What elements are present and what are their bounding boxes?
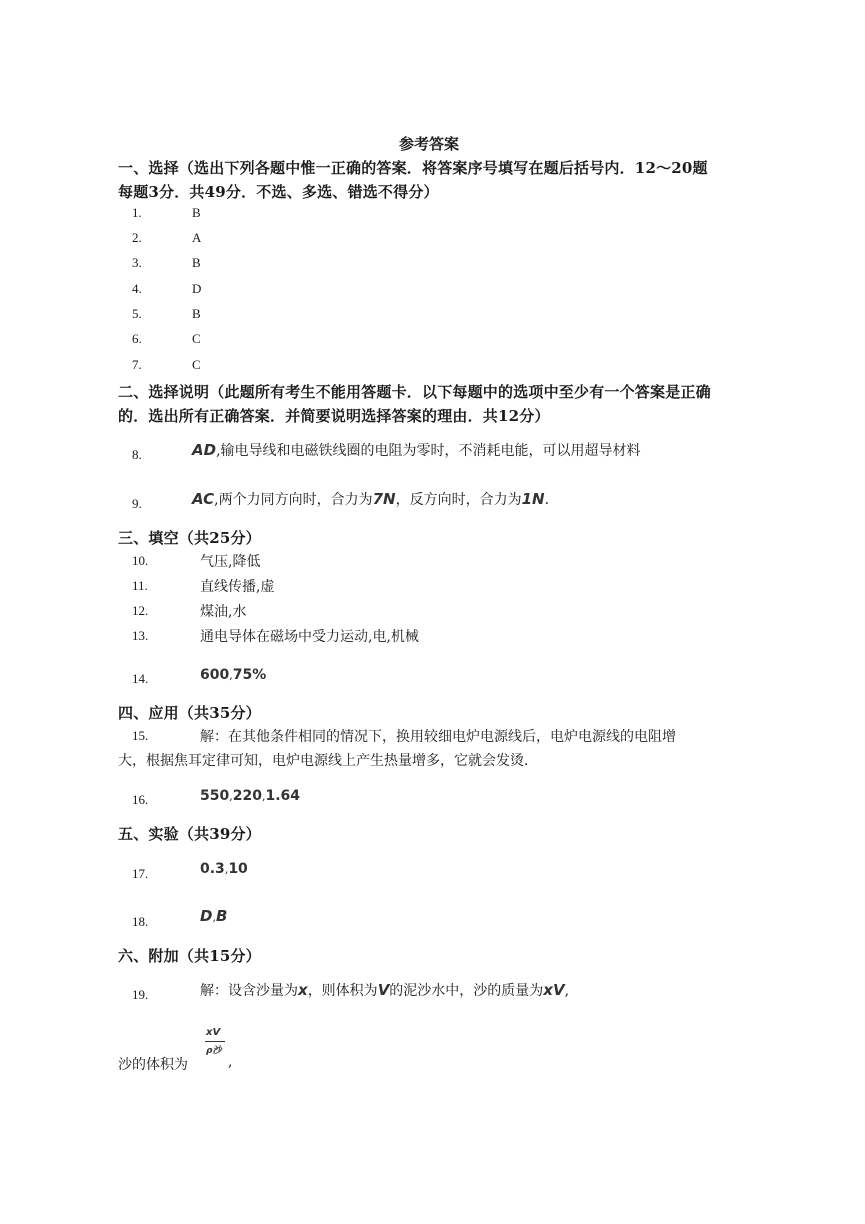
q9-answer [192, 489, 549, 509]
section1-heading-line2: 每题3分．共49分．不选、多选、错选不得分） [118, 183, 439, 201]
q8-number: 8. [132, 447, 142, 462]
item-answer: C [192, 331, 201, 346]
item-answer: 直线传播,虚 [200, 579, 275, 595]
q9-text-a: ,两个力同方向时，合力为 [214, 492, 373, 508]
q9-choice: AC [192, 490, 215, 508]
q16-value-a: 550 [200, 788, 230, 804]
q19-text-4: , [564, 983, 570, 999]
q19-text-2: ，则体积为 [307, 983, 378, 999]
q19-line2-text: 沙的体积为 [118, 1057, 188, 1073]
item-answer: B [192, 205, 201, 220]
q14-number: 14. [132, 671, 149, 686]
item-number: 11. [132, 578, 148, 593]
q9-force-opposite: 1N [521, 490, 545, 508]
q16-value-c: 1.64 [265, 788, 301, 804]
q18-answer: D,B [200, 907, 228, 925]
q9-number: 9. [132, 496, 142, 511]
item-number: 3. [132, 255, 142, 270]
item-answer: 通电导体在磁场中受力运动,电,机械 [200, 629, 419, 645]
q15-number: 15. [132, 728, 149, 743]
q14-answer: 600,75% [200, 667, 267, 683]
q9-text-c: . [544, 492, 550, 508]
q19-var-v: V [377, 981, 390, 999]
item-answer: C [192, 357, 201, 372]
q19-line2-end: , [228, 1054, 233, 1070]
q8-explanation: ,输电导线和电磁铁线圈的电阻为零时，不消耗电能，可以用超导材料 [216, 443, 641, 459]
q16-number: 16. [132, 792, 149, 807]
section2-heading-line1: 二、选择说明（此题所有考生不能用答题卡．以下每题中的选项中至少有一个答案是正确 [118, 383, 711, 401]
section3-heading: 三、填空（共25分） [118, 529, 261, 547]
item-number: 5. [132, 306, 142, 321]
item-answer: B [192, 306, 201, 321]
section2-heading-line2: 的．选出所有正确答案．并简要说明选择答案的理由．共12分） [118, 407, 550, 425]
q15-line1: 解：在其他条件相同的情况下，换用较细电炉电源线后，电炉电源线的电阻增 [200, 729, 676, 745]
q17-answer: 0.3,10 [200, 861, 248, 877]
item-number: 4. [132, 281, 142, 296]
q18-number: 18. [132, 914, 149, 929]
q19-number: 19. [132, 987, 149, 1002]
section4-heading: 四、应用（共35分） [118, 704, 261, 722]
item-number: 12. [132, 603, 149, 618]
item-answer: 气压,降低 [200, 554, 261, 570]
section1-heading-line1: 一、选择（选出下列各题中惟一正确的答案．将答案序号填写在题后括号内．12～20题 [118, 159, 708, 177]
item-answer: A [192, 230, 202, 245]
q8-choice: AD [192, 441, 217, 459]
q19-text-1: 解：设含沙量为 [200, 983, 298, 999]
q19-line2 [118, 1054, 188, 1074]
fraction-numerator: xV [206, 1027, 221, 1038]
item-number: 1. [132, 205, 142, 220]
q19-var-xv: xV [543, 981, 565, 999]
item-answer: D [192, 281, 202, 296]
q19-line1 [200, 980, 569, 1000]
item-number: 6. [132, 331, 142, 346]
q16-value-b: 220 [232, 788, 262, 804]
item-number: 7. [132, 357, 142, 372]
fraction-denominator: ρ沙 [206, 1046, 222, 1056]
q18-value-a: D [200, 907, 213, 925]
q9-text-b: ，反方向时，合力为 [395, 492, 522, 508]
q18-value-b: B [215, 907, 228, 925]
page-title: 参考答案 [399, 135, 460, 153]
item-number: 2. [132, 230, 142, 245]
q14-value-b: 75% [232, 667, 267, 683]
item-number: 10. [132, 553, 149, 568]
q17-number: 17. [132, 866, 149, 881]
item-answer: B [192, 255, 201, 270]
q19-var-x: x [298, 981, 308, 999]
q16-answer: 550,220,1.64 [200, 788, 301, 804]
q17-value-b: 10 [228, 861, 248, 877]
q14-value-a: 600 [200, 667, 230, 683]
q19-text-3: 的泥沙水中，沙的质量为 [389, 983, 544, 999]
q8-answer [192, 440, 641, 460]
item-number: 13. [132, 628, 149, 643]
fraction-bar [205, 1041, 225, 1042]
q15-line2: 大，根据焦耳定律可知，电炉电源线上产生热量增多，它就会发烫． [118, 753, 538, 769]
q17-value-a: 0.3 [200, 861, 225, 877]
item-answer: 煤油,水 [200, 604, 247, 620]
section5-heading: 五、实验（共39分） [118, 825, 261, 843]
q9-force-same: 7N [372, 490, 396, 508]
section6-heading: 六、附加（共15分） [118, 947, 261, 965]
